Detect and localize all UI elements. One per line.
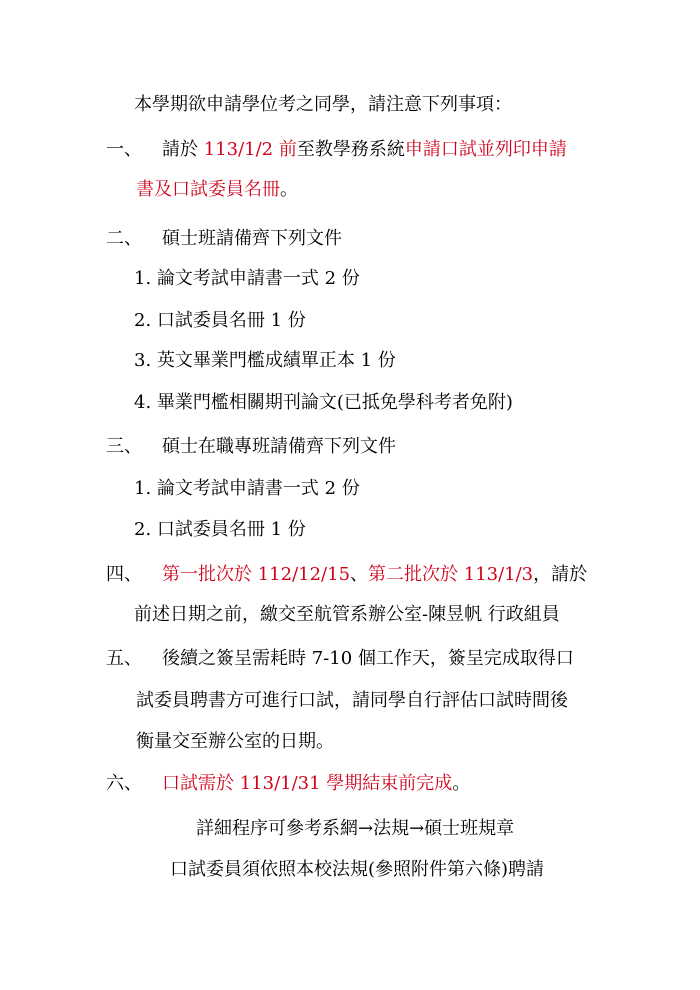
- section-4-separator: 、: [350, 564, 369, 585]
- section-1-end: 。: [280, 179, 298, 200]
- section-4-number: 四、: [106, 564, 142, 585]
- section-3-number: 三、: [106, 436, 142, 457]
- section-6-number: 六、: [106, 773, 142, 794]
- section-3-heading: 碩士在職專班請備齊下列文件: [162, 436, 396, 457]
- section-2-number: 二、: [106, 228, 142, 249]
- section-6-content: [162, 772, 470, 796]
- title-text: 本學期欲申請學位考之同學，請注意下列事項：: [134, 94, 512, 115]
- section-4-batch-2: 第二批次於 113/1/3: [368, 564, 534, 585]
- section-5-number: 五、: [106, 648, 142, 669]
- section-2-item-2: 2. 口試委員名冊 1 份: [134, 310, 306, 331]
- section-3-item-2: 2. 口試委員名冊 1 份: [134, 519, 306, 540]
- section-4-tail: ，請於: [533, 564, 588, 585]
- section-2-item-4: 4. 畢業門檻相關期刊論文(已抵免學科考者免附): [134, 392, 513, 413]
- section-1-mid: 至教學務系統: [296, 139, 405, 160]
- section-1-number: 一、: [106, 139, 142, 160]
- section-5-line-2: 試委員聘書方可進行口試，請同學自行評估口試時間後: [136, 690, 568, 711]
- footer-note-procedure: 詳細程序可參考系網→法規→碩士班規章: [196, 818, 515, 839]
- section-4-line-2: 前述日期之前，繳交至航管系辦公室-陳昱帆 行政組員: [134, 604, 560, 625]
- page-title: [134, 93, 512, 117]
- section-4-batch-1: 第一批次於 112/12/15: [162, 564, 351, 585]
- section-1-content: [162, 138, 567, 162]
- section-5-line-3: 衡量交至辦公室的日期。: [136, 731, 334, 752]
- section-6-end: 。: [452, 773, 471, 794]
- section-5-text-1: 後續之簽呈需耗時 7-10 個工作天，簽呈完成取得口: [162, 648, 574, 669]
- section-3-item-1: 1. 論文考試申請書一式 2 份: [134, 478, 360, 499]
- section-1-pre: 請於: [162, 139, 204, 160]
- section-6-deadline: 口試需於 113/1/31 學期結束前完成: [162, 773, 453, 794]
- section-1-line-2: [136, 178, 298, 202]
- section-1-action-1: 申請口試並列印申請: [404, 139, 567, 160]
- section-1-deadline: 113/1/2 前: [203, 139, 297, 160]
- section-2-heading: 碩士班請備齊下列文件: [162, 228, 342, 249]
- section-2-item-1: 1. 論文考試申請書一式 2 份: [134, 268, 360, 289]
- section-4-content: [162, 563, 587, 587]
- section-2-item-3: 3. 英文畢業門檻成績單正本 1 份: [134, 350, 396, 371]
- section-1-action-2: 書及口試委員名冊: [136, 179, 280, 200]
- footer-note-committee: 口試委員須依照本校法規(參照附件第六條)聘請: [170, 859, 545, 880]
